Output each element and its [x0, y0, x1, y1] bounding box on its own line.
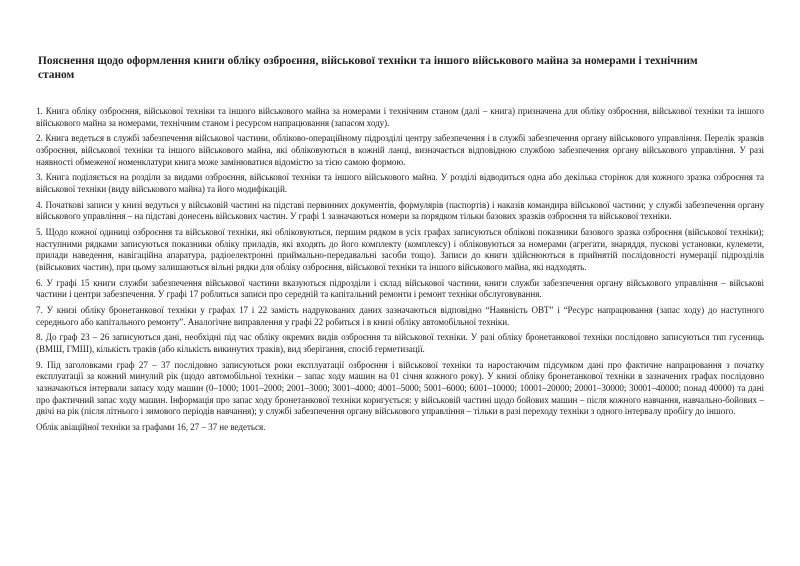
paragraph-9: 9. Під заголовками граф 27 – 37 послідовно записуються роки експлуатації озброєння і військової техніки та наростаючим підсумком дані про фактичне напрацювання з початку експлуатації за кожний минулий рік (щодо автомобільної техніки – запас ходу машин на 01 січня кожного року). У книзі обліку бронетанкової техніки в зазначених графах послідовно зазначаються інтервали запасу ходу машин (0–1000; 1001–2000; 2001–3000; 3001–4000; 4001–5000; 5001–6000; 6001–10000; 10001–20000; 20001–30000; 30001–40000; понад 40000) та дані про фактичний запас ходу машин. Інформація про запас ходу бронетанкової техніки коригується: у військовій частині щодо бойових машин – після кожного навчання, навчально-бойових – двічі на рік (після літнього і зимового періодів навчання); у службі забезпечення органу військового управління – тільки в разі переходу техніки з одного інтервалу пробігу до іншого. — [36, 359, 764, 417]
paragraph-7: 7. У книзі обліку бронетанкової техніки у графах 17 і 22 замість надрукованих даних зазначаються відповідно “Наявність ОВТ” і “Ресурс напрацювання (запас ходу) до наступного середнього або капітального ремонту”. Аналогічне виправлення у графі 22 робиться і в книзі обліку автомобільної техніки. — [36, 305, 764, 327]
paragraph-8: 8. До граф 23 – 26 записуються дані, необхідні під час обліку окремих видів озброєння та військової техніки. У разі обліку бронетанкової техніки послідовно записуються тип гусениць (ВМШ, ГМШ), кількість траків (або кількість викинутих траків), вид зберігання, спосіб герметизації. — [36, 332, 764, 354]
paragraph-3: 3. Книга поділяється на розділи за видами озброєння, військової техніки та іншого військового майна. У розділі відводиться одна або декілька сторінок для кожного зразка озброєння та військової техніки (виду військового майна) та його модифікацій. — [36, 172, 764, 194]
paragraph-6: 6. У графі 15 книги служби забезпечення військової частини вказуються підрозділи і склад військової частини, книги служби забезпечення органу військового управління – військові частини і центри забезпечення. У графі 17 робляться записи про середній та капітальний ремонти і ремонт техніки обслуговування. — [36, 277, 764, 300]
paragraph-note: Облік авіаційної техніки за графами 16, 27 – 37 не ведеться. — [36, 421, 266, 432]
paragraph-2: 2. Книга ведеться в службі забезпечення військової частини, обліково-операційному підрозділі центру забезпечення і в службі забезпечення органу військового управління. Перелік зразків озброєння, військової техніки та іншого військового майна, які обліковуються в кожній ланці, визначається відповідною службою забезпечення органу військового управління. У разі наявності обмеженої номенклатури книга може замінюватися відомістю за тією самою формою. — [36, 133, 764, 167]
paragraph-5: 5. Щодо кожної одиниці озброєння та військової техніки, які обліковуються, першим рядком в усіх графах записуються облікові показники базового зразка озброєння (військової техніки); наступними рядками записуються показники обліку приладів, які входять до його комплекту (комплексу) і обліковуються за номерами (агрегати, знаряддя, пускові установки, кулемети, прилади наведення, навігаційна апаратура, радіоелектронні приймально-передавальні засоби тощо). Записи до книги здійснюються в прийнятій послідовності нумерації підрозділів (військових частин), при цьому залишаються вільні рядки для обліку озброєння, військової техніки та іншого військового майна, які надходять. — [36, 227, 764, 272]
document-title: Пояснення щодо оформлення книги обліку озброєння, військової техніки та іншого військового майна за номерами і технічним станом — [38, 55, 698, 81]
paragraph-1: 1. Книга обліку озброєння, військової техніки та іншого військового майна за номерами і технічним станом (далі – книга) призначена для обліку озброєння, військової техніки та іншого військового майна за номерами, технічним станом і ресурсом напрацювання (запасом ходу). — [36, 106, 764, 128]
paragraph-4: 4. Початкові записи у книзі ведуться у військовій частині на підставі первинних документів, формулярів (паспортів) і наказів командира військової частини; у службі забезпечення органу військового управління – на підставі донесень військових частин. У графі 1 зазначаються номери за порядком тільки базових зразків озброєння та військової техніки. — [36, 199, 764, 222]
